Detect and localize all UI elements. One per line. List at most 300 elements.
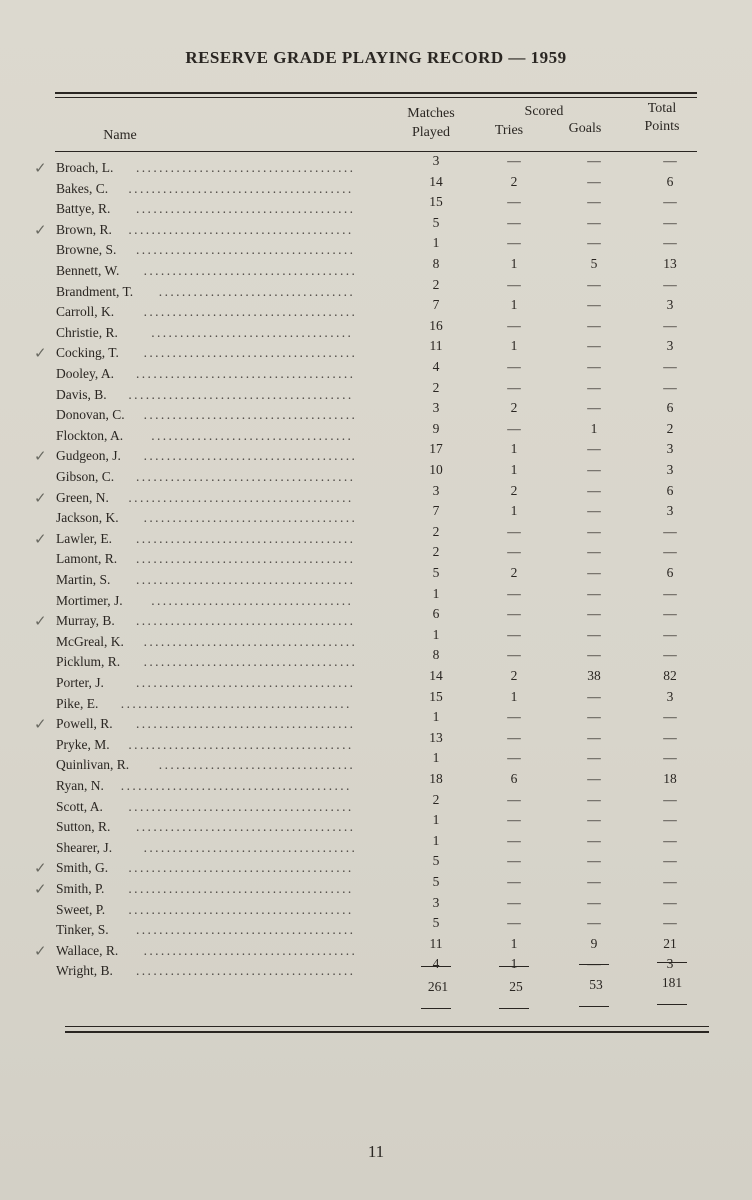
cell-tries: — — [507, 626, 521, 642]
cell-tries: 1 — [510, 297, 518, 313]
leader-dots: ..................................... — [143, 345, 358, 361]
table-row — [0, 606, 752, 631]
cell-tries: — — [507, 894, 521, 910]
cell-tries: — — [507, 750, 521, 766]
cell-points: — — [663, 729, 677, 745]
player-name: Bennett, W. — [56, 263, 120, 278]
leader-dots: ....................................... — [128, 860, 354, 876]
cell-played: 11 — [429, 338, 443, 354]
player-name: Ryan, N. — [56, 778, 104, 793]
cell-points: — — [663, 585, 677, 601]
cell-played: 8 — [432, 647, 440, 663]
leader-dots: ........................................ — [120, 778, 352, 793]
cell-played: 4 — [432, 359, 440, 374]
cell-played: 15 — [429, 194, 443, 210]
cell-points: — — [663, 647, 677, 663]
cell-played: 1 — [432, 626, 440, 642]
player-name: Christie, R. — [56, 324, 118, 340]
cell-played: 10 — [429, 462, 443, 477]
leader-dots: ..................................... — [143, 942, 358, 958]
cell-played: 6 — [432, 606, 440, 622]
player-name: Carroll, K. — [56, 304, 115, 320]
table-row — [0, 874, 752, 899]
cell-points: 3 — [666, 338, 674, 354]
cell-goals: — — [587, 606, 601, 622]
cell-goals: — — [587, 379, 601, 395]
cell-played: 1 — [432, 709, 440, 725]
cell-played: 5 — [432, 214, 440, 230]
table-row — [0, 235, 752, 260]
cell-played: 18 — [429, 771, 443, 786]
cell-played: 2 — [432, 544, 440, 560]
cell-tries: — — [507, 647, 521, 663]
cell-tries: — — [507, 812, 521, 828]
cell-tries: — — [507, 874, 521, 889]
leader-dots: ................................... — [151, 324, 354, 340]
player-name: Cocking, T. — [56, 345, 119, 361]
cell-tries: — — [507, 832, 521, 848]
leader-dots: .................................. — [158, 283, 356, 299]
cell-points: — — [663, 626, 677, 642]
player-name: Dooley, A. — [56, 366, 114, 381]
cell-goals: — — [587, 441, 601, 457]
leader-dots: ...................................... — [136, 819, 356, 835]
leader-dots: ..................................... — [143, 510, 358, 526]
check-mark-icon: ✓ — [34, 346, 47, 363]
leader-dots: ...................................... — [136, 469, 356, 484]
player-name: Sutton, R. — [56, 819, 111, 835]
leader-dots: ...................................... — [136, 572, 356, 587]
cell-points: — — [663, 606, 677, 622]
leader-dots: ....................................... — [128, 221, 354, 237]
cell-played: 7 — [432, 297, 440, 313]
cell-points: 18 — [663, 771, 677, 786]
total-underline-goals — [579, 1006, 609, 1007]
leader-dots: ....................................... — [128, 901, 354, 917]
cell-points: — — [663, 317, 677, 333]
cell-goals: — — [587, 565, 601, 580]
cell-played: 1 — [432, 235, 440, 251]
player-name: Brown, R. — [56, 221, 112, 237]
total-underline-points — [657, 1004, 687, 1005]
leader-dots: ...................................... — [136, 716, 356, 732]
leader-dots: ...................................... — [136, 613, 356, 629]
player-name: Picklum, R. — [56, 654, 121, 670]
check-mark-icon: ✓ — [34, 490, 47, 507]
cell-goals: 9 — [590, 935, 598, 951]
header-name: Name — [103, 128, 137, 143]
table-row — [0, 173, 752, 199]
cell-points: — — [663, 750, 677, 766]
cell-goals: — — [587, 544, 601, 560]
total-goals: 53 — [589, 977, 603, 992]
cell-tries: — — [507, 729, 521, 745]
cell-goals: — — [587, 709, 601, 725]
header-tries: Tries — [494, 123, 524, 138]
player-name: Green, N. — [56, 489, 109, 505]
leader-dots: ........................................ — [120, 695, 352, 711]
check-mark-icon: ✓ — [34, 861, 47, 878]
cell-goals: — — [587, 791, 601, 807]
header-scored: Scored — [524, 104, 564, 119]
cell-points: — — [663, 812, 677, 828]
cell-tries: 2 — [510, 668, 518, 683]
cell-tries: 1 — [510, 503, 518, 519]
header-matches: Matches — [407, 106, 455, 121]
cell-played: 8 — [432, 256, 440, 271]
table-row — [0, 317, 752, 343]
cell-tries: 2 — [510, 400, 518, 416]
leader-dots: ..................................... — [143, 263, 358, 278]
cell-goals: — — [587, 688, 601, 704]
cell-played: 3 — [432, 894, 440, 910]
leader-dots: ...................................... — [136, 675, 356, 690]
player-name: Donovan, C. — [56, 407, 125, 423]
table-row — [0, 400, 752, 425]
cell-goals: 5 — [590, 256, 598, 271]
table-row — [0, 276, 752, 302]
cell-tries: 2 — [510, 565, 518, 580]
leader-dots: ...................................... — [136, 160, 356, 175]
cell-played: 5 — [432, 874, 440, 889]
table-row — [0, 214, 752, 240]
table-row — [0, 338, 752, 363]
cell-points: — — [663, 709, 677, 725]
cell-goals: — — [587, 523, 601, 539]
table-row — [0, 626, 752, 652]
total-rule-tries — [499, 966, 529, 967]
table-row — [0, 771, 752, 796]
table-row — [0, 482, 752, 508]
cell-points: — — [663, 853, 677, 869]
cell-points: 21 — [663, 935, 677, 951]
table-row — [0, 750, 752, 775]
cell-goals: — — [587, 915, 601, 931]
leader-dots: ....................................... — [128, 881, 354, 896]
cell-tries: — — [507, 235, 521, 251]
cell-goals: — — [587, 956, 601, 972]
cell-points: — — [663, 874, 677, 889]
table-row — [0, 379, 752, 405]
cell-goals: — — [587, 812, 601, 828]
table-row — [0, 523, 752, 549]
leader-dots: ..................................... — [143, 633, 358, 649]
cell-tries: 1 — [510, 935, 518, 951]
cell-tries: — — [507, 359, 521, 374]
check-mark-icon: ✓ — [34, 943, 47, 960]
player-name: Powell, R. — [56, 716, 113, 732]
cell-goals: — — [587, 276, 601, 292]
cell-points: 3 — [666, 956, 674, 972]
cell-goals: — — [587, 194, 601, 210]
cell-played: 1 — [432, 812, 440, 828]
cell-goals: — — [587, 235, 601, 251]
cell-goals: — — [587, 153, 601, 168]
check-mark-icon: ✓ — [34, 449, 47, 466]
table-row — [0, 729, 752, 755]
cell-goals: — — [587, 729, 601, 745]
cell-points: — — [663, 235, 677, 251]
cell-tries: 1 — [510, 338, 518, 354]
leader-dots: ..................................... — [143, 304, 358, 320]
player-name: McGreal, K. — [56, 633, 124, 649]
cell-points: 82 — [663, 668, 677, 683]
cell-points: — — [663, 832, 677, 848]
total-rule-matches — [421, 966, 451, 967]
table-row — [0, 915, 752, 940]
table-row — [0, 544, 752, 569]
header-rule-top — [55, 92, 697, 94]
cell-points: — — [663, 153, 677, 168]
cell-points: 2 — [666, 420, 674, 436]
player-name: Jackson, K. — [56, 510, 119, 526]
cell-played: 17 — [429, 441, 443, 457]
player-name: Lamont, R. — [56, 551, 118, 567]
cell-tries: 2 — [510, 173, 518, 189]
player-name: Murray, B. — [56, 613, 115, 629]
cell-goals: — — [587, 874, 601, 889]
cell-goals: — — [587, 647, 601, 663]
leader-dots: .................................. — [158, 757, 356, 773]
player-name: Flockton, A. — [56, 427, 124, 443]
table-row — [0, 709, 752, 734]
leader-dots: ...................................... — [136, 922, 356, 938]
leader-dots: ................................... — [151, 427, 354, 443]
cell-tries: — — [507, 915, 521, 931]
cell-played: 3 — [432, 400, 440, 416]
player-name: Brandment, T. — [56, 283, 134, 299]
cell-goals: — — [587, 832, 601, 848]
cell-tries: — — [507, 317, 521, 333]
cell-tries: — — [507, 379, 521, 395]
table-row — [0, 420, 752, 446]
player-name: Gibson, C. — [56, 469, 115, 484]
cell-played: 5 — [432, 915, 440, 931]
total-underline-matches — [421, 1008, 451, 1009]
cell-tries: — — [507, 276, 521, 292]
cell-tries: — — [507, 194, 521, 210]
leader-dots: ...................................... — [136, 366, 356, 381]
cell-points: — — [663, 791, 677, 807]
cell-points: 6 — [666, 482, 674, 498]
table-row — [0, 503, 752, 528]
cell-tries: 1 — [510, 956, 518, 972]
player-name: Martin, S. — [56, 572, 111, 587]
cell-goals: — — [587, 503, 601, 519]
cell-goals: — — [587, 462, 601, 477]
table-row — [0, 894, 752, 920]
cell-points: — — [663, 359, 677, 374]
cell-tries: — — [507, 585, 521, 601]
player-name: Pike, E. — [56, 695, 99, 711]
leader-dots: ....................................... — [128, 180, 354, 196]
cell-goals: — — [587, 894, 601, 910]
cell-goals: — — [587, 482, 601, 498]
cell-played: 1 — [432, 832, 440, 848]
table-row — [0, 832, 752, 858]
cell-tries: — — [507, 853, 521, 869]
total-points: 181 — [661, 975, 683, 990]
leader-dots: ..................................... — [143, 448, 358, 464]
table-row — [0, 359, 752, 384]
cell-goals: — — [587, 853, 601, 869]
cell-tries: 1 — [510, 256, 518, 271]
table-row — [0, 688, 752, 714]
table-row — [0, 853, 752, 878]
table-row — [0, 256, 752, 281]
cell-played: 5 — [432, 853, 440, 869]
cell-played: 1 — [432, 585, 440, 601]
total-rule-goals — [579, 964, 609, 965]
cell-goals: — — [587, 750, 601, 766]
leader-dots: ..................................... — [143, 407, 358, 423]
player-name: Wright, B. — [56, 963, 113, 979]
player-name: Battye, R. — [56, 201, 111, 217]
cell-tries: 1 — [510, 441, 518, 457]
player-name: Porter, J. — [56, 675, 104, 690]
cell-goals: — — [587, 400, 601, 416]
cell-played: 13 — [429, 729, 443, 745]
cell-played: 4 — [432, 956, 440, 972]
cell-goals: — — [587, 297, 601, 313]
cell-goals: — — [587, 771, 601, 786]
cell-tries: 1 — [510, 462, 518, 477]
table-row — [0, 565, 752, 590]
total-played: 261 — [427, 979, 449, 994]
cell-goals: 38 — [587, 668, 601, 683]
cell-goals: — — [587, 359, 601, 374]
cell-played: 3 — [432, 482, 440, 498]
player-name: Gudgeon, J. — [56, 448, 121, 464]
cell-points: — — [663, 379, 677, 395]
cell-tries: — — [507, 544, 521, 560]
player-name: Browne, S. — [56, 242, 117, 258]
leader-dots: ...................................... — [136, 551, 356, 567]
player-name: Pryke, M. — [56, 736, 110, 752]
table-row — [0, 935, 752, 961]
cell-tries: 1 — [510, 688, 518, 704]
check-mark-icon: ✓ — [34, 531, 47, 548]
cell-goals: 1 — [590, 420, 598, 436]
player-name: Smith, G. — [56, 860, 109, 876]
table-row — [0, 647, 752, 672]
table-row — [0, 956, 752, 981]
total-underline-tries — [499, 1008, 529, 1009]
footer-rule-bottom — [65, 1031, 709, 1033]
player-name: Bakes, C. — [56, 180, 109, 196]
cell-played: 2 — [432, 523, 440, 539]
header-goals: Goals — [568, 121, 602, 136]
cell-points: 13 — [663, 256, 677, 271]
cell-points: 3 — [666, 688, 674, 704]
cell-points: 6 — [666, 400, 674, 416]
player-name: Sweet, P. — [56, 901, 106, 917]
header-rule-top-2 — [55, 97, 697, 98]
total-tries: 25 — [509, 979, 523, 994]
cell-tries: 6 — [510, 771, 518, 786]
cell-points: — — [663, 276, 677, 292]
cell-points: — — [663, 214, 677, 230]
cell-tries: 2 — [510, 482, 518, 498]
leader-dots: ...................................... — [136, 963, 356, 979]
player-name: Quinlivan, R. — [56, 757, 130, 773]
player-name: Lawler, E. — [56, 530, 113, 546]
cell-tries: — — [507, 214, 521, 230]
leader-dots: ..................................... — [143, 654, 358, 670]
cell-goals: — — [587, 338, 601, 354]
leader-dots: ....................................... — [128, 798, 354, 814]
table-row — [0, 812, 752, 837]
check-mark-icon: ✓ — [34, 161, 47, 177]
check-mark-icon: ✓ — [34, 882, 47, 898]
cell-points: 3 — [666, 441, 674, 457]
cell-played: 9 — [432, 420, 440, 436]
cell-played: 14 — [429, 668, 443, 683]
cell-tries: — — [507, 523, 521, 539]
table-row — [0, 585, 752, 611]
table-row — [0, 441, 752, 466]
table-row — [0, 153, 752, 178]
cell-played: 7 — [432, 503, 440, 519]
leader-dots: ..................................... — [143, 839, 358, 855]
cell-points: 6 — [666, 565, 674, 580]
header-total: Total — [647, 101, 677, 116]
cell-tries: — — [507, 153, 521, 168]
cell-points: 3 — [666, 503, 674, 519]
player-name: Tinker, S. — [56, 922, 109, 938]
cell-tries: — — [507, 709, 521, 725]
player-name: Scott, A. — [56, 798, 103, 814]
table-row — [0, 297, 752, 322]
cell-goals: — — [587, 626, 601, 642]
cell-played: 11 — [429, 935, 443, 951]
cell-played: 2 — [432, 276, 440, 292]
leader-dots: ................................... — [151, 592, 354, 608]
cell-goals: — — [587, 214, 601, 230]
leader-dots: ....................................... — [128, 736, 354, 752]
page-number: 11 — [367, 1142, 385, 1161]
cell-played: 15 — [429, 688, 443, 704]
cell-played: 2 — [432, 379, 440, 395]
table-row — [0, 668, 752, 693]
cell-played: 5 — [432, 565, 440, 580]
cell-played: 2 — [432, 791, 440, 807]
total-rule-points — [657, 962, 687, 963]
check-mark-icon: ✓ — [34, 614, 47, 631]
cell-points: 6 — [666, 173, 674, 189]
cell-played: 1 — [432, 750, 440, 766]
leader-dots: ...................................... — [136, 242, 356, 258]
table-row — [0, 194, 752, 219]
cell-points: 3 — [666, 297, 674, 313]
cell-tries: — — [507, 420, 521, 436]
check-mark-icon: ✓ — [34, 222, 47, 239]
player-name: Davis, B. — [56, 386, 107, 402]
cell-points: 3 — [666, 462, 674, 477]
cell-points: — — [663, 894, 677, 910]
cell-points: — — [663, 523, 677, 539]
cell-points: — — [663, 194, 677, 210]
cell-goals: — — [587, 585, 601, 601]
player-name: Wallace, R. — [56, 942, 119, 958]
check-mark-icon: ✓ — [34, 717, 47, 734]
cell-points: — — [663, 544, 677, 560]
player-name: Smith, P. — [56, 881, 105, 896]
player-name: Broach, L. — [56, 160, 114, 175]
cell-goals: — — [587, 173, 601, 189]
cell-tries: — — [507, 791, 521, 807]
player-name: Mortimer, J. — [56, 592, 123, 608]
